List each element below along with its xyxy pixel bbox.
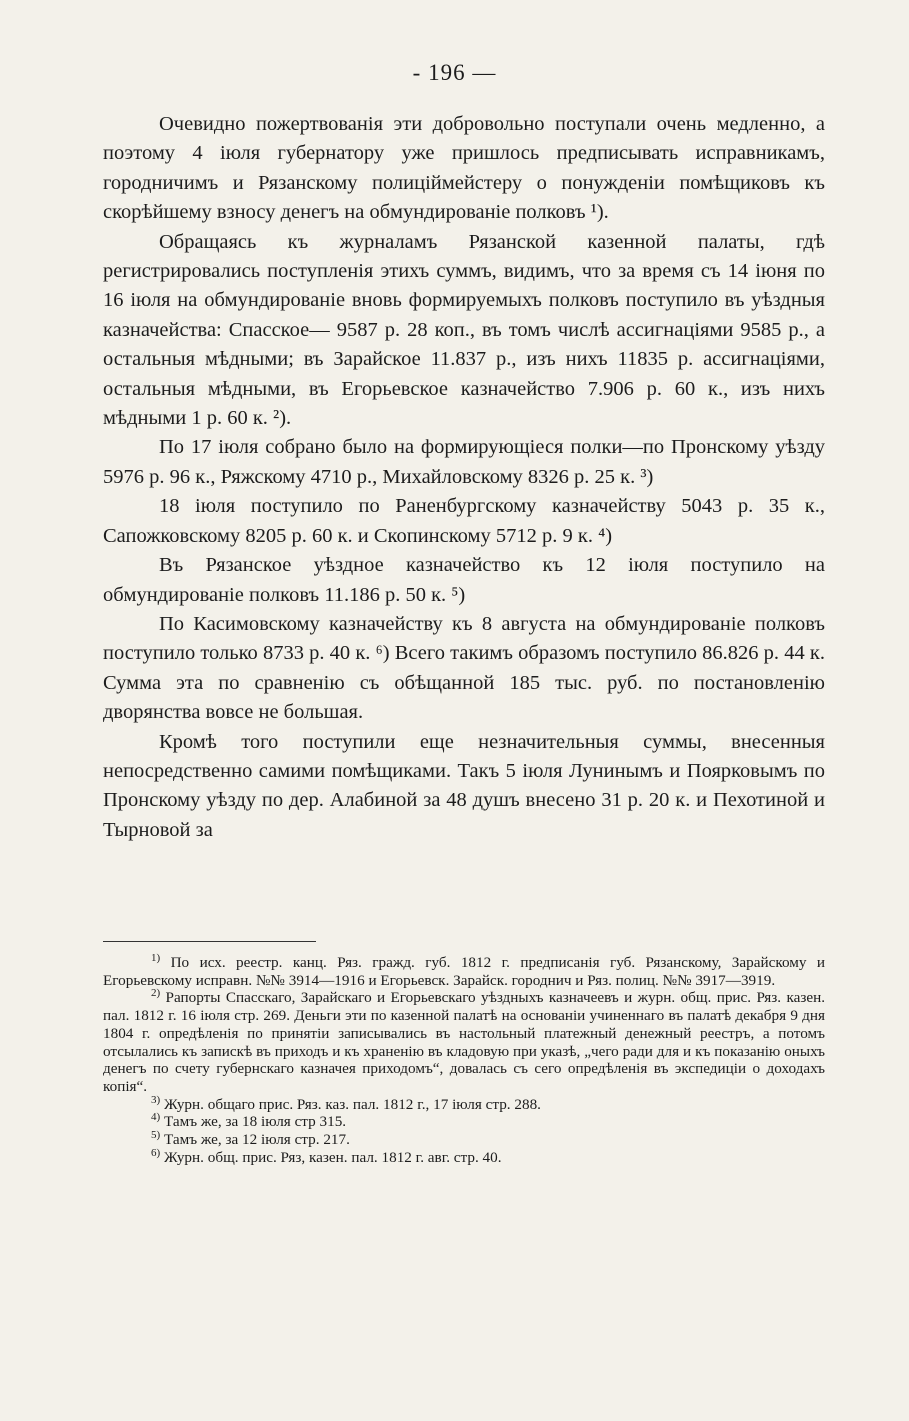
footnote-text: Тамъ же, за 12 іюля стр. 217.	[163, 1131, 350, 1149]
footnote	[103, 951, 826, 989]
footnote-text: Журн. общаго прис. Ряз. каз. пал. 1812 г., 17 іюля стр. 288.	[163, 1095, 541, 1113]
footnote-mark: 6)	[151, 1146, 161, 1159]
footnote-mark: 3)	[151, 1093, 161, 1106]
footnote-mark: 4)	[151, 1111, 161, 1124]
footnote-text: Тамъ же, за 18 іюля стр 315.	[163, 1113, 347, 1131]
footnote	[103, 1093, 825, 1114]
paragraph: Очевидно пожертвованія эти добровольно поступали очень медленно, а поэтому 4 іюля губернатору уже пришлось предписывать исправникамъ, городничимъ и Рязанскому полиціймейстеру о понужденіи помѣщиковъ къ скорѣйшему взносу денегъ на обмундированіе полковъ ¹).	[103, 113, 825, 224]
paragraph: 18 іюля поступило по Раненбургскому казначейству 5043 р. 35 к., Сапожковскому 8205 р. 60 к. и Скопинскому 5712 р. 9 к. ⁴)	[103, 495, 825, 547]
paragraph: Въ Рязанское уѣздное казначейство къ 12 іюля поступило на обмундированіе полковъ 11.186 р. 50 к. ⁵)	[103, 554, 825, 606]
footnote	[103, 1146, 825, 1167]
footnotes	[103, 951, 826, 1166]
footnote-mark: 5)	[151, 1128, 161, 1141]
footnote	[103, 1113, 825, 1131]
footnote-text: Рапорты Спасскаго, Зарайскаго и Егорьевскаго уѣздныхъ казначеевъ и журн. общ. прис. Ряз. казен. пал. 1812 г. 16 іюля стр. 269. Деньги эти по казенной палатѣ на основаніи учиненнаго въ палатѣ декабря 9 дня 1804 г. опредѣленія по принятіи записывались въ настольный платежный денежный реестръ, а потомъ отсылались къ запискѣ въ приходъ и къ храненію въ кладовую при указѣ, „чего ради для и къ показанію оныхъ денегъ по счету губернскаго казначея приходомъ“, довалась съ сего опредѣленія въ экспедиціи о доходахъ копія“.	[103, 989, 825, 1095]
footnote-mark: 2)	[151, 987, 161, 1000]
footnote-divider	[103, 941, 316, 942]
footnote	[103, 989, 825, 1095]
paragraph: Кромѣ того поступили еще незначительныя суммы, внесенныя непосредственно самими помѣщиками. Такъ 5 іюля Лунинымъ и Поярковымъ по Пронскому уѣзду по дер. Алабиной за 48 душъ внесено 31 р. 20 к. и Пехотиной и Тырновой за	[103, 730, 825, 841]
footnote-text: Журн. общ. прис. Ряз, казен. пал. 1812 г. авг. стр. 40.	[163, 1148, 502, 1166]
paragraph: По Касимовскому казначейству къ 8 августа на обмундированіе полковъ поступило только 8733 р. 40 к. ⁶) Всего такимъ образомъ поступило 86.826 р. 44 к. Сумма эта по сравненію съ обѣщанной 185 тыс. руб. по постановленію дворянства вовсе не большая.	[103, 612, 825, 724]
main-text	[103, 110, 825, 845]
footnote-mark: 1)	[151, 951, 161, 964]
footnote	[103, 1128, 825, 1149]
footnote-text: По исх. реестр. канц. Ряз. гражд. губ. 1812 г. предписанія губ. Рязанскому, Зарайскому и Егорьевскому исправн. №№ 3914—1916 и Егорьевск. Зарайск. городнич и Ряз. полиц. №№ 3917—3919.	[103, 954, 826, 989]
page-number: - 196 —	[412, 60, 497, 85]
paragraph: Обращаясь къ журналамъ Рязанской казенной палаты, гдѣ регистрировались поступленія этихъ суммъ, видимъ, что за время съ 14 іюня по 16 іюля на обмундированіе вновь формируемыхъ полковъ поступило въ уѣздныя казначейства: Спасское— 9587 р. 28 коп., въ томъ числѣ ассигнаціями 9585 р., а остальныя мѣдными; въ Зарайское 11.837 р., изъ нихъ 11835 р. ассигнаціями, остальныя мѣдными, въ Егорьевское казначейство 7.906 р. 60 к., изъ нихъ мѣдными 1 р. 60 к. ²).	[103, 230, 825, 430]
paragraph: По 17 іюля собрано было на формирующіеся полки—по Пронскому уѣзду 5976 р. 96 к., Ряжскому 4710 р., Михайловскому 8326 р. 25 к. ³)	[103, 436, 825, 488]
